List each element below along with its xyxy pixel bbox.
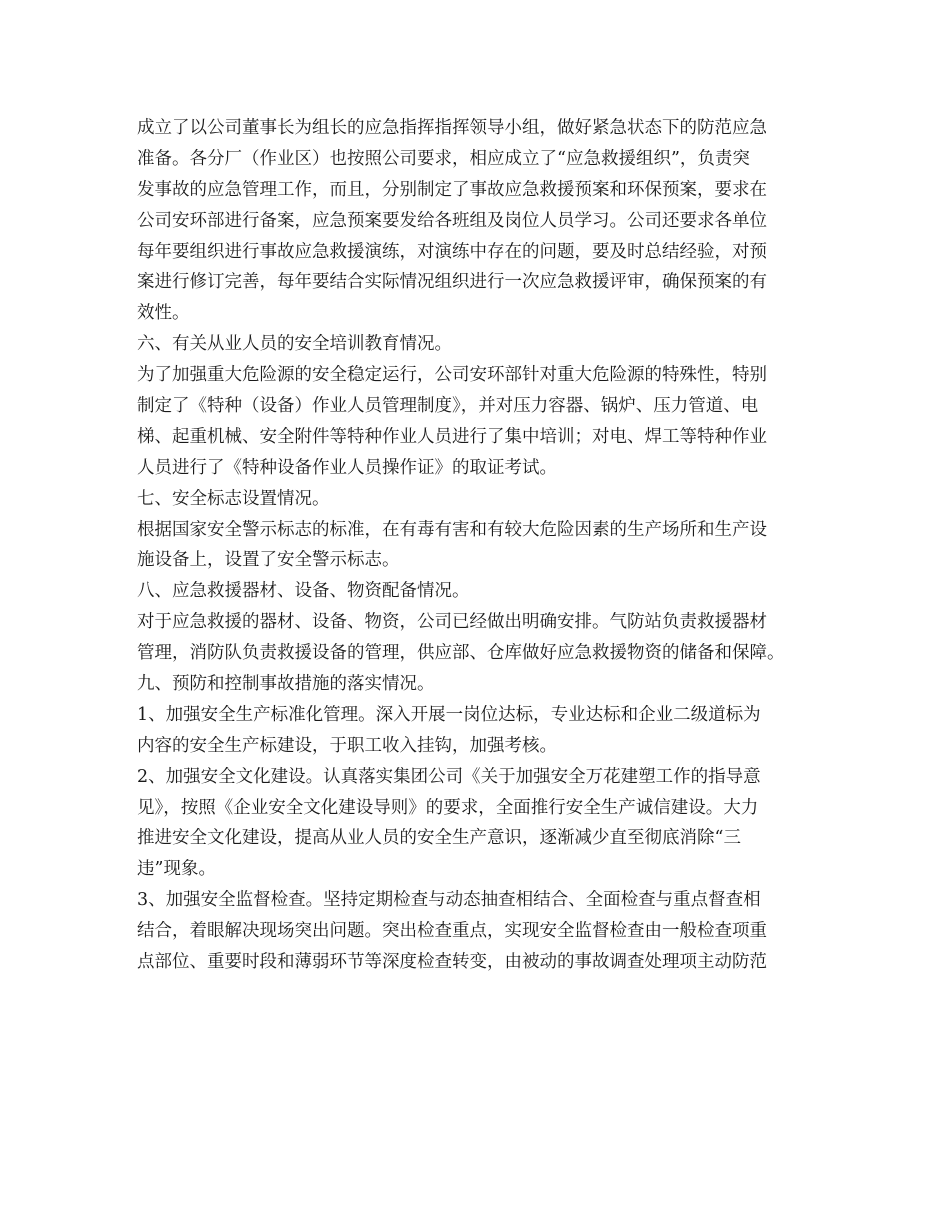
text-line: 结合，着眼解决现场突出问题。突出检查重点，实现安全监督检查由一般检查项重 — [137, 921, 767, 942]
text-line: 内容的安全生产标建设，于职工收入挂钩，加强考核。 — [137, 735, 557, 756]
text-line: 1、加强安全生产标准化管理。深入开展一岗位达标，专业达标和企业二级道标为 — [137, 704, 761, 725]
section-heading: 九、预防和控制事故措施的落实情况。 — [137, 674, 435, 695]
text-line: 违”现象。 — [137, 859, 216, 880]
text-line: 公司安环部进行备案，应急预案要发给各班组及岗位人员学习。公司还要求各单位 — [137, 210, 767, 231]
text-line: 发事故的应急管理工作，而且，分别制定了事故应急救援预案和环保预案，要求在 — [137, 179, 767, 200]
section-heading: 八、应急救援器材、设备、物资配备情况。 — [137, 581, 470, 602]
text-line: 每年要组织进行事故应急救援演练，对演练中存在的问题，要及时总结经验，对预 — [137, 241, 767, 262]
section-heading: 六、有关从业人员的安全培训教育情况。 — [137, 334, 452, 355]
text-line: 人员进行了《特种设备作业人员操作证》的取证考试。 — [137, 457, 557, 478]
text-line: 成立了以公司董事长为组长的应急指挥指挥领导小组，做好紧急状态下的防范应急 — [137, 118, 767, 138]
text-line: 根据国家安全警示标志的标准，在有毒有害和有较大危险因素的生产场所和生产设 — [137, 519, 767, 540]
text-line: 2、加强安全文化建设。认真落实集团公司《关于加强安全万花建塑工作的指导意 — [137, 766, 761, 787]
text-line: 施设备上，设置了安全警示标志。 — [137, 550, 400, 571]
text-line: 见》，按照《企业安全文化建设导则》的要求，全面推行安全生产诚信建设。大力 — [137, 797, 759, 818]
text-line: 准备。各分厂（作业区）也按照公司要求，相应成立了“应急救援组织”，负责突 — [137, 148, 750, 169]
text-line: 3、加强安全监督检查。坚持定期检查与动态抽查相结合、全面检查与重点督查相 — [137, 890, 761, 911]
text-line: 梯、起重机械、安全附件等特种作业人员进行了集中培训；对电、焊工等特种作业 — [137, 426, 767, 447]
text-line: 对于应急救援的器材、设备、物资，公司已经做出明确安排。气防站负责救援器材 — [137, 612, 767, 633]
text-line: 案进行修订完善，每年要结合实际情况组织进行一次应急救援评审，确保预案的有 — [137, 272, 767, 293]
text-line: 推进安全文化建设，提高从业人员的安全生产意识，逐渐减少直至彻底消除“三 — [137, 828, 741, 849]
text-line: 为了加强重大危险源的安全稳定运行，公司安环部针对重大危险源的特殊性，特别 — [137, 365, 767, 386]
section-heading: 七、安全标志设置情况。 — [137, 488, 330, 509]
text-line: 效性。 — [137, 303, 190, 324]
text-line: 管理，消防队负责救援设备的管理，供应部、仓库做好应急救援物资的储备和保障。 — [137, 643, 785, 664]
text-line: 点部位、重要时段和薄弱环节等深度检查转变，由被动的事故调查处理项主动防范 — [137, 952, 767, 973]
document-body — [137, 113, 827, 978]
text-line: 制定了《特种（设备）作业人员管理制度》，并对压力容器、锅炉、压力管道、电 — [137, 396, 759, 417]
